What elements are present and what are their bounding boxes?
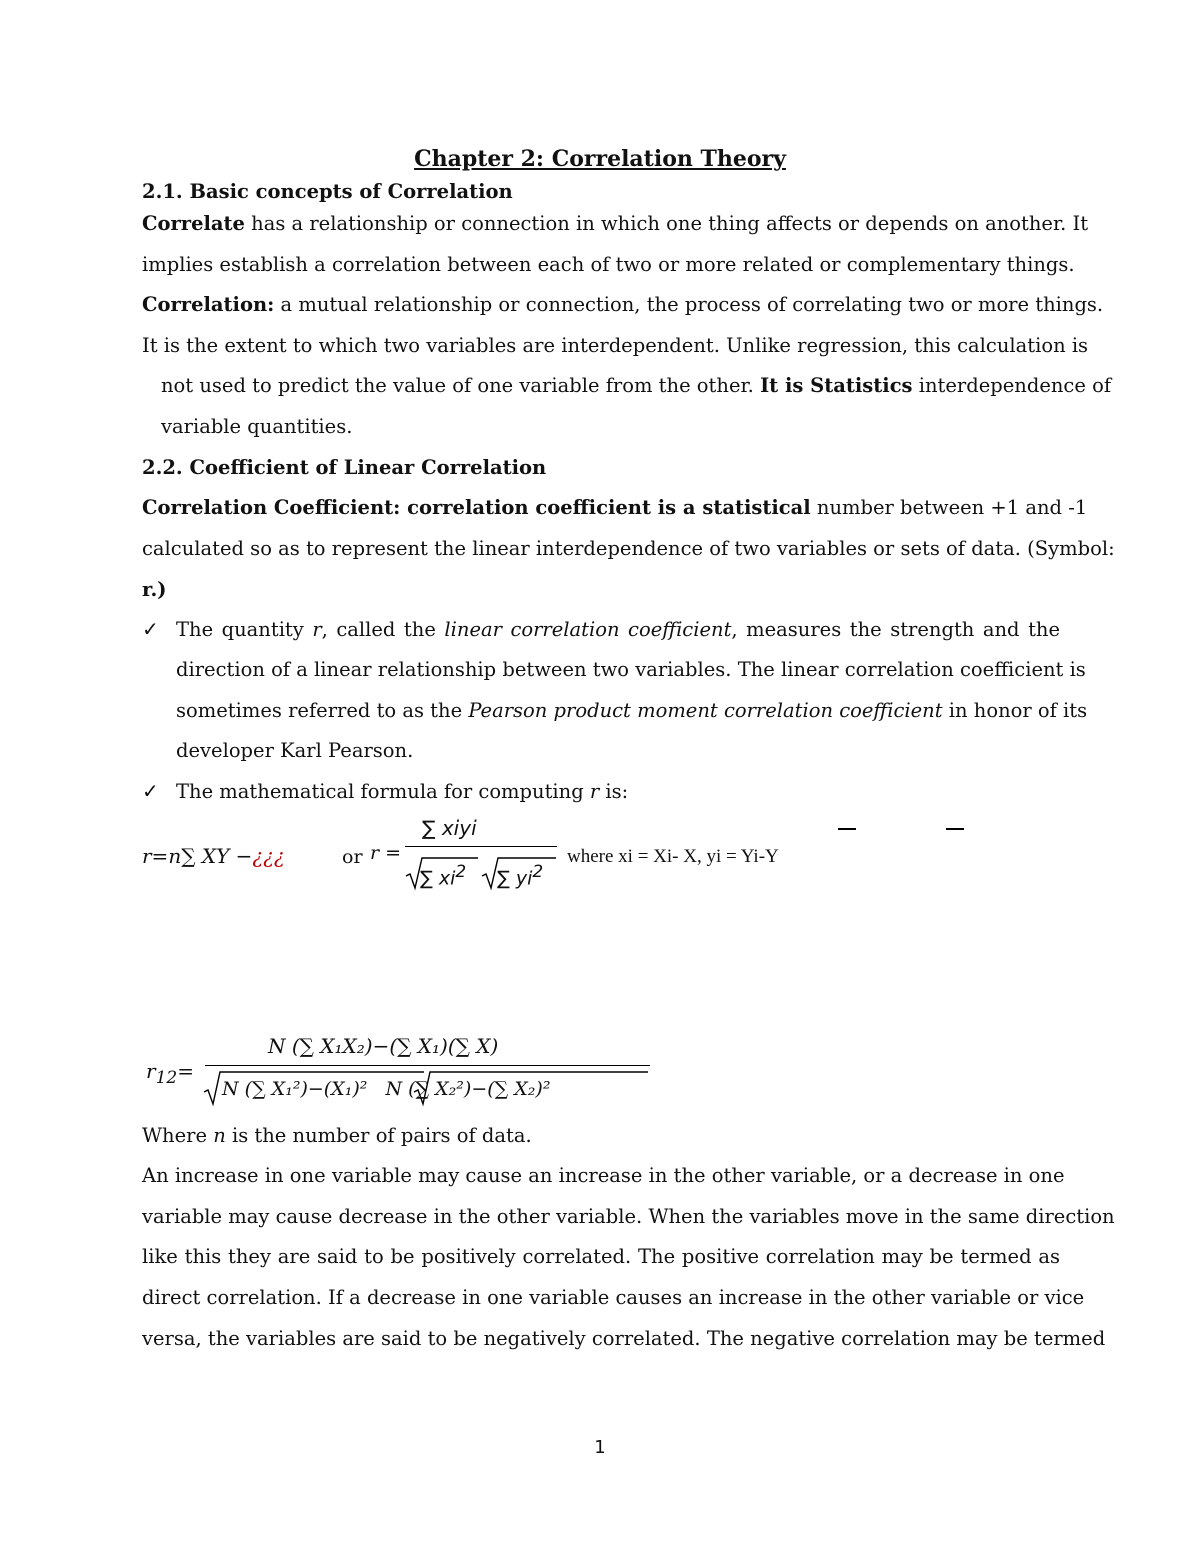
checkmark-icon: ✓ <box>142 617 159 641</box>
chapter-title: Chapter 2: Correlation Theory <box>414 146 786 172</box>
bullet-1-line-2: direction of a linear relationship between two variables. The linear correlation coefficient is <box>176 658 1086 681</box>
paragraph-increase-line-4: direct correlation. If a decrease in one variable causes an increase in the other variable or vice <box>142 1286 1085 1309</box>
formula-1-denominator-b: ∑ $yi^2$ <box>497 862 544 890</box>
formula-2-fraction-bar <box>205 1065 650 1066</box>
formula-1-r-eq: r = <box>370 842 402 864</box>
formula-1-or: or <box>342 846 363 868</box>
paragraph-correlation-def: Correlation: a mutual relationship or connection, the process of correlating two or more things. <box>142 293 1104 316</box>
formula-1-numerator: ∑ xiyi <box>422 816 477 840</box>
paragraph-extent-line-2: not used to predict the value of one variable from the other. It is Statistics interdependence of <box>161 374 1112 397</box>
formula-2-lhs: $r_{12}=$ <box>146 1059 194 1088</box>
paragraph-coefficient-line-1: Correlation Coefficient: correlation coefficient is a statistical number between +1 and -1 <box>142 496 1088 519</box>
formula-1-where: where xi = Xi- X, yi = Yi-Y <box>567 846 779 867</box>
paragraph-extent-line-1: It is the extent to which two variables are interdependent. Unlike regression, this calculation is <box>142 334 1089 357</box>
formula-2-numerator: N (∑ X₁X₂)−(∑ X₁)(∑ X) <box>268 1034 499 1058</box>
x-bar-overline <box>838 828 856 830</box>
page-number: 1 <box>594 1437 606 1458</box>
where-n-line: Where n is the number of pairs of data. <box>142 1124 532 1147</box>
paragraph-coefficient-line-3: r.) <box>142 578 167 601</box>
paragraph-correlate-line-2: implies establish a correlation between each of two or more related or complementary things. <box>142 253 1075 276</box>
paragraph-increase-line-2: variable may cause decrease in the other variable. When the variables move in the same direction <box>142 1205 1115 1228</box>
paragraph-coefficient-line-2: calculated so as to represent the linear interdependence of two variables or sets of data. (Symbol: <box>142 537 1115 560</box>
bullet-1-line-1: The quantity r, called the linear correlation coefficient, measures the strength and the <box>176 618 1061 641</box>
bullet-1-line-3: sometimes referred to as the Pearson product moment correlation coefficient in honor of its <box>176 699 1088 722</box>
paragraph-increase-line-3: like this they are said to be positively correlated. The positive correlation may be termed as <box>142 1245 1060 1268</box>
section-heading-2-1: 2.1. Basic concepts of Correlation <box>142 180 513 203</box>
bullet-2-line: The mathematical formula for computing r is: <box>176 780 629 803</box>
formula-1-denominator-a: ∑ $xi^2$ <box>420 862 467 890</box>
paragraph-extent-line-3: variable quantities. <box>161 415 353 438</box>
formula-1-garbled-text: ¿¿¿ <box>252 844 285 868</box>
formula-1-lhs: r=n∑ XY − <box>142 844 253 868</box>
formula-1-fraction-bar <box>405 846 557 847</box>
checkmark-icon: ✓ <box>142 779 159 803</box>
formula-2-denominator: N (∑ X₁²)−(X₁)² N (∑ X₂²)−(∑ X₂)² <box>222 1078 551 1100</box>
bullet-1-line-4: developer Karl Pearson. <box>176 739 414 762</box>
y-bar-overline <box>946 828 964 830</box>
paragraph-increase-line-5: versa, the variables are said to be negatively correlated. The negative correlation may be termed <box>142 1327 1106 1350</box>
paragraph-correlate-line-1: Correlate has a relationship or connection in which one thing affects or depends on another. It <box>142 212 1089 235</box>
section-heading-2-2: 2.2. Coefficient of Linear Correlation <box>142 456 547 479</box>
paragraph-increase-line-1: An increase in one variable may cause an increase in the other variable, or a decrease in one <box>142 1164 1065 1187</box>
